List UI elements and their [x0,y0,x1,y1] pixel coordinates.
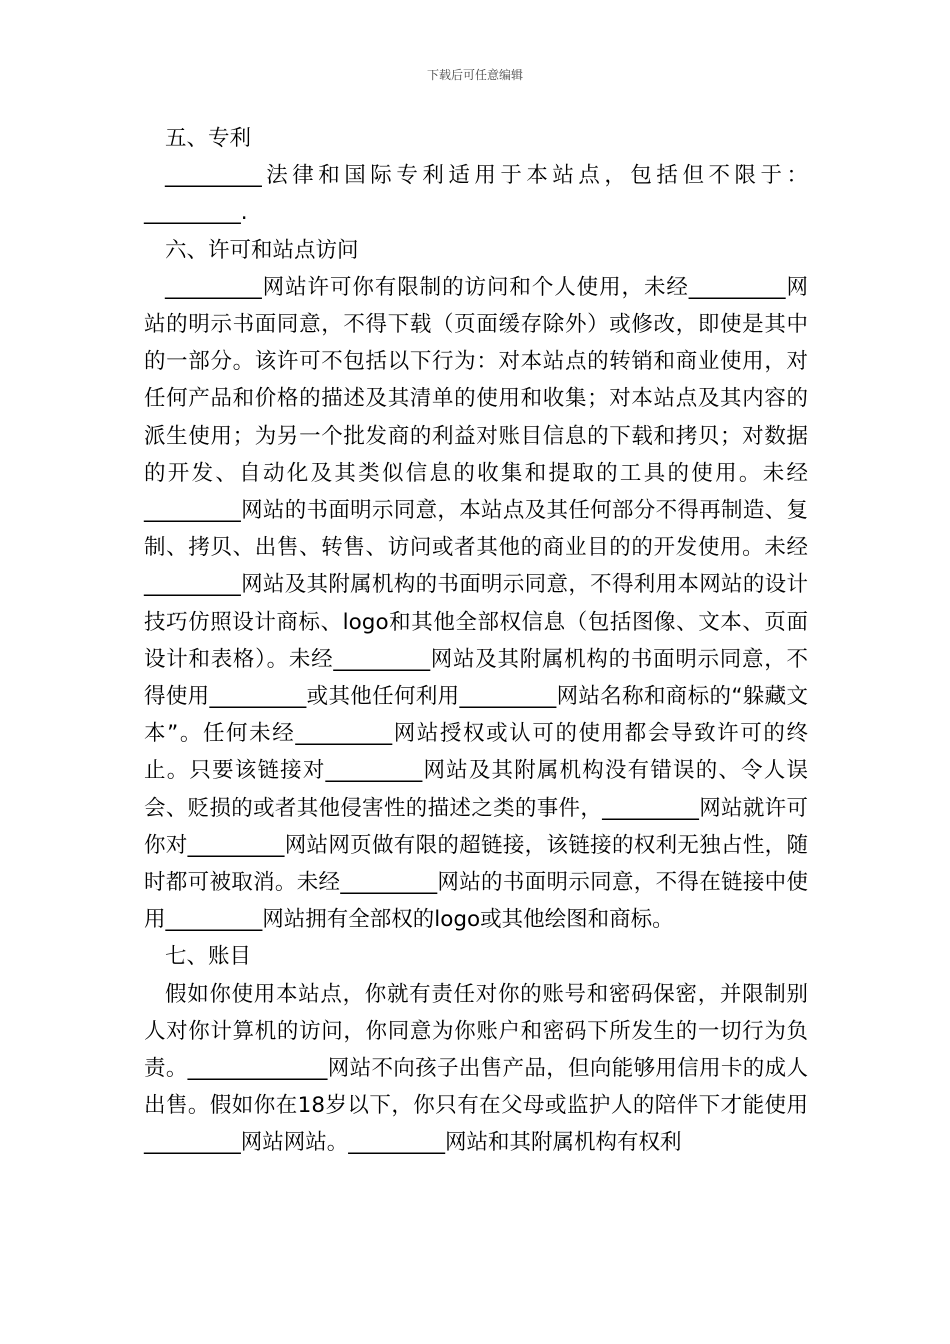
section-heading-account: 七、账目 [165,944,252,970]
license-paragraph: _________网站许可你有限制的访问和个人使用，未经_________网站的明示书面同意，不得下载（页面缓存除外）或修改，即使是其中的一部分。该许可不包括以下行为：对本站点的转销和商业使用，对任何产品和价格的描述及其清单的使用和收集；对本站点及其内容的派生使用；为另一个批发商的利益对账目信息的下载和拷贝；对数据的开发、自动化及其类似信息的收集和提取的工具的使用。未经_________网站的书面明示同意，本站点及其任何部分不得再制造、复制、拷贝、出售、转售、访问或者其他的商业目的的开发使用。未经_________网站及其附属机构的书面明示同意，不得利用本网站的设计技巧仿照设计商标、logo和其他全部权信息（包括图像、文本、页面设计和表格）。未经_________网站及其附属机构的书面明示同意，不得使用_________或其他任何利用_________网站名称和商标的“躲藏文本”。任何未经_________网站授权或认可的使用都会导致许可的终止。只要该链接对_________网站及其附属机构没有错误的、令人误会、贬损的或者其他侵害性的描述之类的事件，_________网站就许可你对_________网站网页做有限的超链接，该链接的权利无独占性，随时都可被取消。未经_________网站的书面明示同意，不得在链接中使用_________网站拥有全部权的logo或其他绘图和商标。 [144,274,808,933]
page-header: 下载后可任意编辑 [426,68,523,82]
section-heading-patent: 五、专利 [165,126,252,151]
section-heading-license: 六、许可和站点访问 [165,237,359,263]
document-body [144,120,808,1162]
patent-paragraph: _________法律和国际专利适用于本站点，包括但不限于：_________. [144,163,808,226]
account-paragraph: 假如你使用本站点，你就有责任对你的账号和密码保密，并限制别人对你计算机的访问，你同意为你账户和密码下所发生的一切行为负责。_____________网站不向孩子出售产品，但向能够用信用卡的成人出售。假如你在18岁以下，你只有在父母或监护人的陪伴下才能使用_________网站网站。_________网站和其附属机构有权利 [144,981,808,1156]
